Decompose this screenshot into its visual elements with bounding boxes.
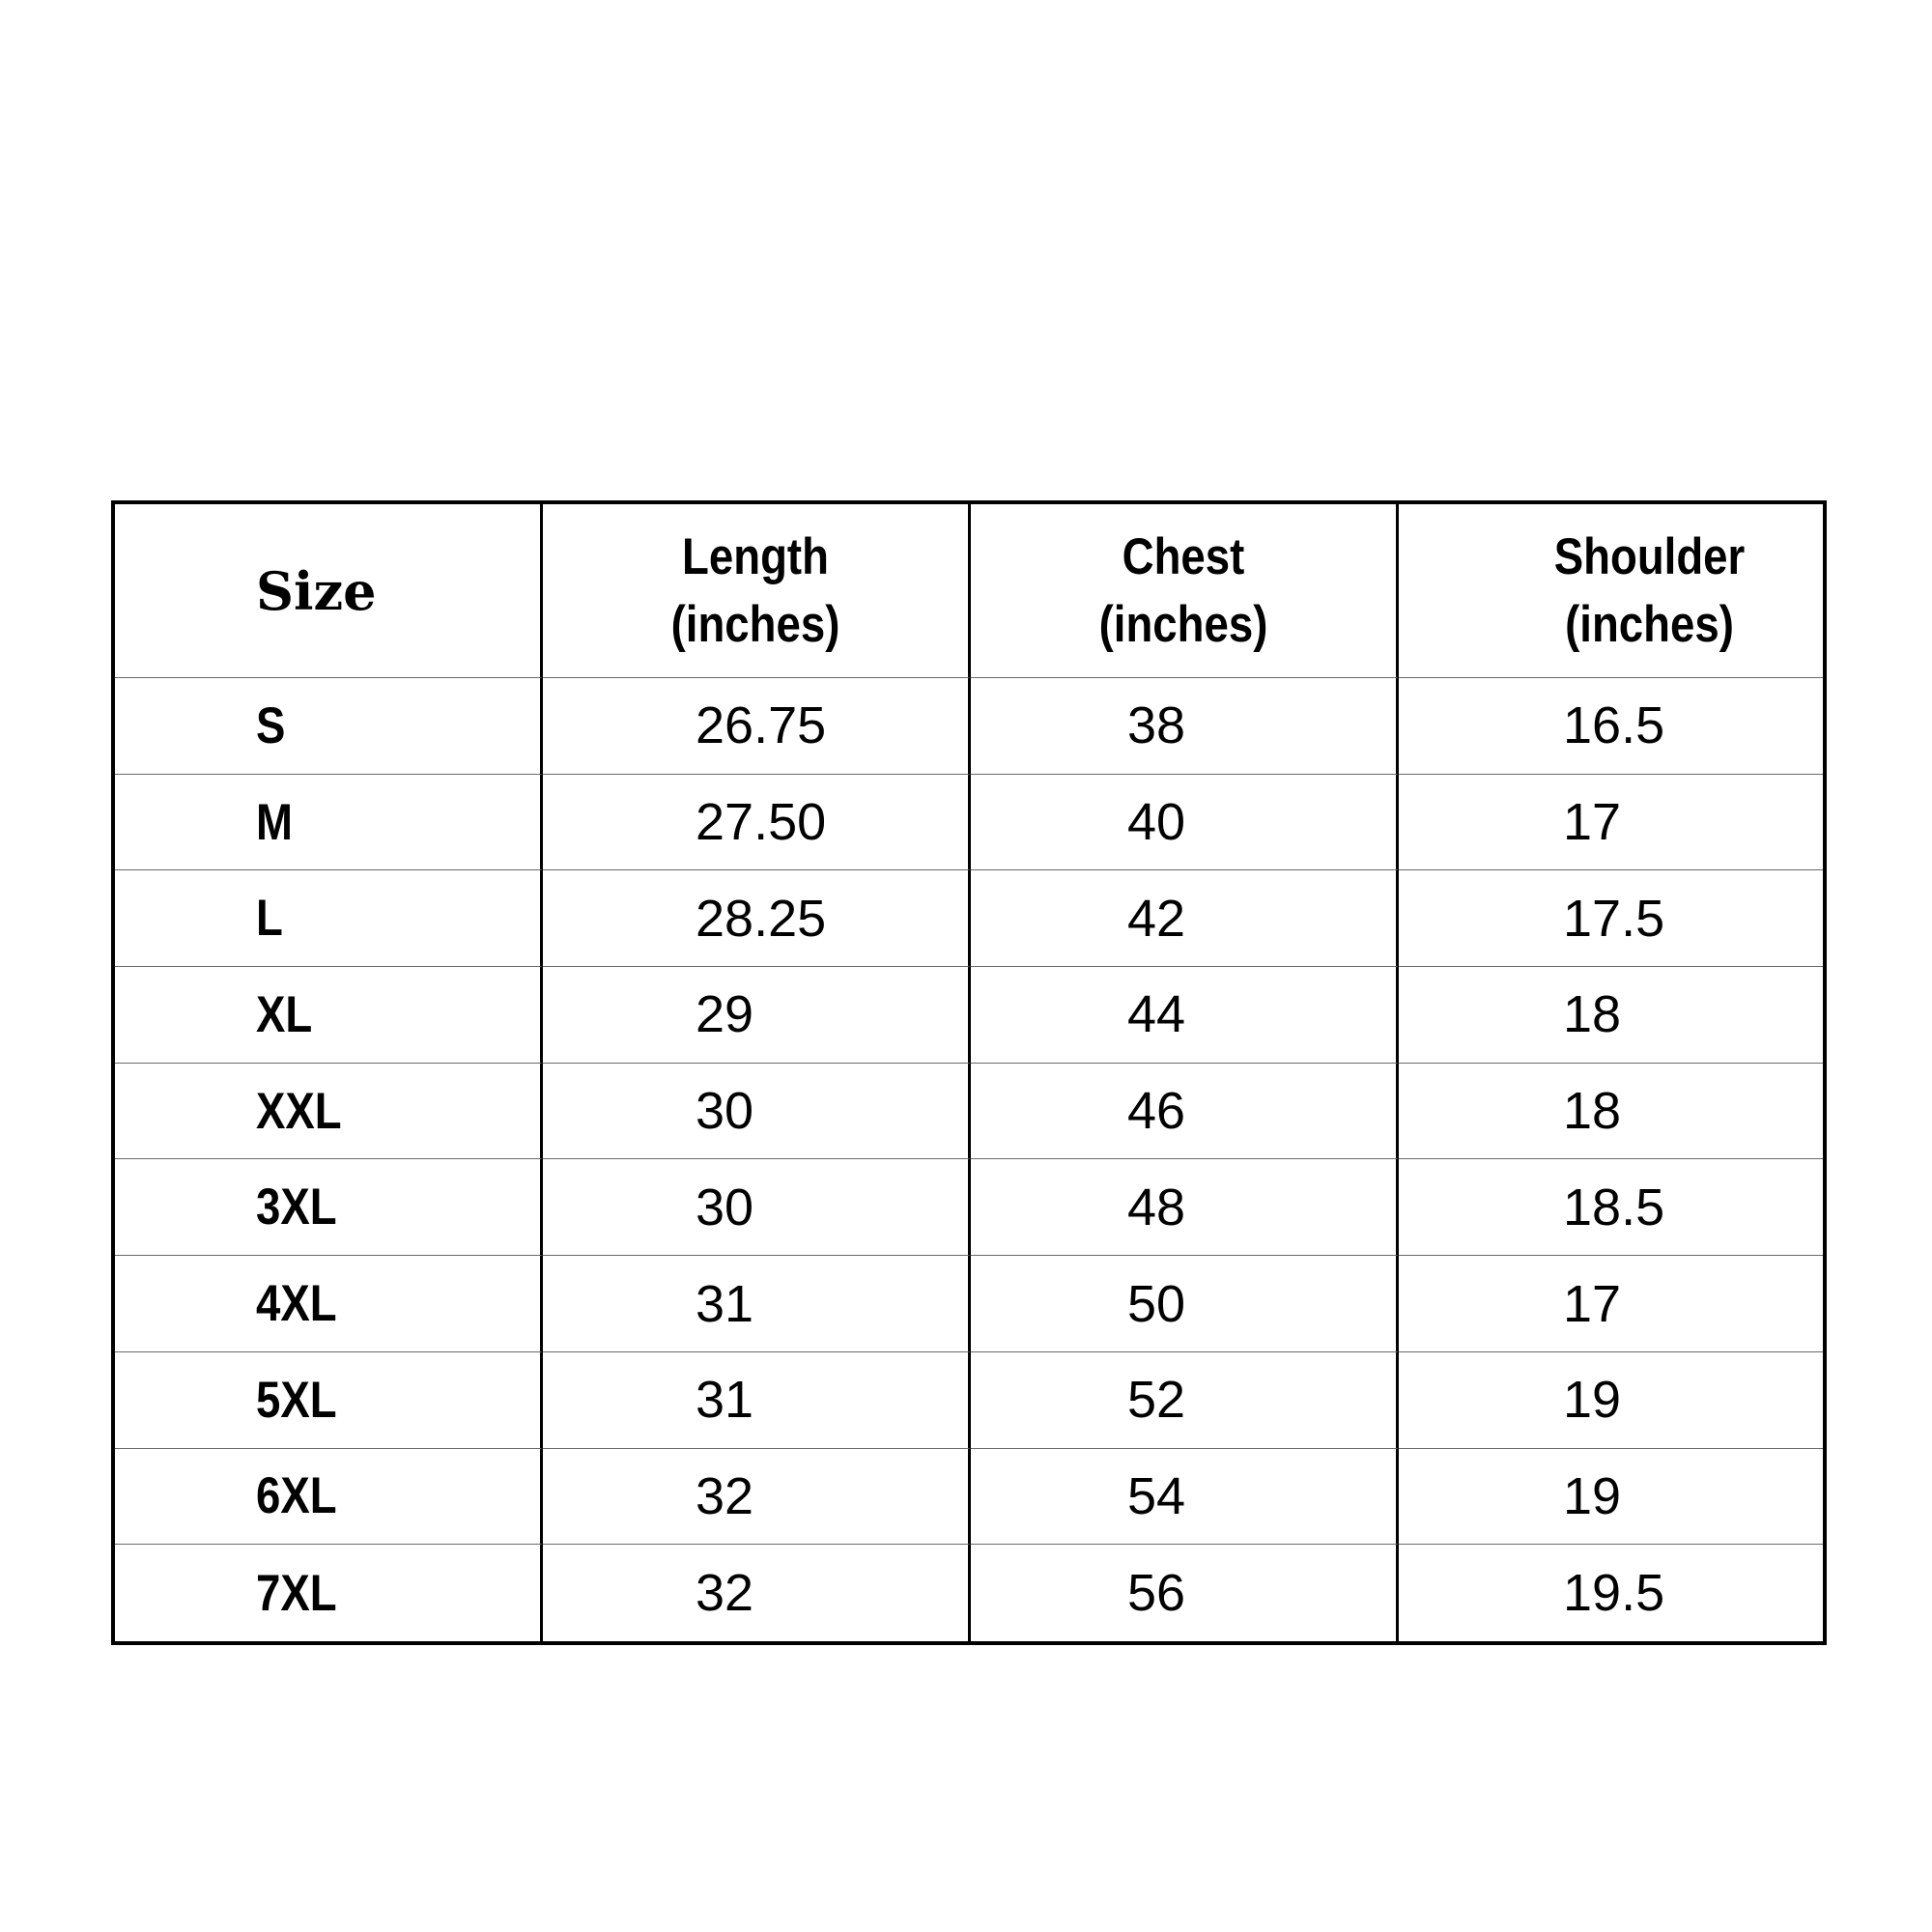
- shoulder-value: 17: [1563, 1274, 1622, 1333]
- header-chest-unit: (inches): [1098, 595, 1268, 653]
- length-value: 31: [696, 1371, 754, 1430]
- chest-value: 38: [1127, 696, 1186, 755]
- size-chart-table: [111, 500, 1827, 1645]
- length-value: 31: [696, 1274, 754, 1333]
- table-row-chest-cell: [971, 1159, 1399, 1256]
- chest-value: 40: [1127, 793, 1186, 852]
- header-shoulder-unit: (inches): [1565, 595, 1734, 653]
- table-row-size-cell: [115, 1159, 543, 1256]
- length-value: 30: [696, 1082, 754, 1141]
- header-chest-title: Chest: [1122, 527, 1245, 585]
- shoulder-value: 18.5: [1563, 1178, 1665, 1236]
- length-value: 28.25: [696, 889, 827, 948]
- table-row-chest-cell: [971, 870, 1399, 967]
- shoulder-value: 17: [1563, 793, 1622, 852]
- table-row-chest-cell: [971, 1449, 1399, 1546]
- table-row-size-cell: [115, 1064, 543, 1160]
- header-length-title: Length: [682, 527, 829, 585]
- table-row-size-cell: [115, 1545, 543, 1641]
- table-row-size-cell: [115, 775, 543, 871]
- table-row-shoulder-cell: [1399, 1545, 1823, 1641]
- table-row-shoulder-cell: [1399, 1256, 1823, 1352]
- table-row-shoulder-cell: [1399, 1449, 1823, 1546]
- header-cell-length: [543, 504, 971, 678]
- table-row-chest-cell: [971, 1256, 1399, 1352]
- size-label: XXL: [256, 1082, 342, 1140]
- table-row-chest-cell: [971, 1545, 1399, 1641]
- length-value: 29: [696, 985, 754, 1044]
- header-shoulder-title: Shoulder: [1553, 527, 1746, 585]
- chest-value: 42: [1127, 889, 1186, 948]
- table-row-shoulder-cell: [1399, 678, 1823, 775]
- chest-value: 44: [1127, 985, 1186, 1044]
- header-chest: [1001, 504, 1366, 677]
- length-value: 32: [696, 1466, 754, 1525]
- chest-value: 50: [1127, 1274, 1186, 1333]
- table-row-shoulder-cell: [1399, 1352, 1823, 1449]
- table-row-shoulder-cell: [1399, 1159, 1823, 1256]
- table-row-shoulder-cell: [1399, 775, 1823, 871]
- header-size: Size: [256, 559, 377, 622]
- size-label: 3XL: [256, 1179, 337, 1236]
- table-row-shoulder-cell: [1399, 870, 1823, 967]
- shoulder-value: 18: [1563, 985, 1622, 1044]
- shoulder-value: 17.5: [1563, 889, 1665, 948]
- table-row-size-cell: [115, 967, 543, 1064]
- table-row-shoulder-cell: [1399, 1064, 1823, 1160]
- chest-value: 56: [1127, 1564, 1186, 1623]
- table-row-size-cell: [115, 1449, 543, 1546]
- table-row-chest-cell: [971, 1064, 1399, 1160]
- table-row-length-cell: [543, 1449, 971, 1546]
- size-label: 7XL: [256, 1564, 337, 1622]
- size-label: M: [256, 793, 293, 851]
- size-label: 4XL: [256, 1275, 337, 1333]
- table-row-size-cell: [115, 1352, 543, 1449]
- shoulder-value: 18: [1563, 1082, 1622, 1141]
- table-row-chest-cell: [971, 1352, 1399, 1449]
- table-row-length-cell: [543, 1545, 971, 1641]
- table-row-size-cell: [115, 1256, 543, 1352]
- header-cell-chest: [971, 504, 1399, 678]
- table-row-length-cell: [543, 678, 971, 775]
- shoulder-value: 16.5: [1563, 696, 1665, 755]
- chest-value: 46: [1127, 1082, 1186, 1141]
- length-value: 32: [696, 1564, 754, 1623]
- size-label: L: [256, 890, 283, 948]
- table-row-shoulder-cell: [1399, 967, 1823, 1064]
- size-label: S: [256, 696, 286, 754]
- header-cell-size: [115, 504, 543, 678]
- size-label: 5XL: [256, 1371, 337, 1429]
- length-value: 30: [696, 1178, 754, 1236]
- header-length-unit: (inches): [670, 595, 840, 653]
- chest-value: 48: [1127, 1178, 1186, 1236]
- table-row-length-cell: [543, 1159, 971, 1256]
- header-cell-shoulder: [1399, 504, 1823, 678]
- shoulder-value: 19: [1563, 1371, 1622, 1430]
- chest-value: 54: [1127, 1466, 1186, 1525]
- chest-value: 52: [1127, 1371, 1186, 1430]
- shoulder-value: 19: [1563, 1466, 1622, 1525]
- shoulder-value: 19.5: [1563, 1564, 1665, 1623]
- table-row-length-cell: [543, 1064, 971, 1160]
- table-row-chest-cell: [971, 967, 1399, 1064]
- length-value: 26.75: [696, 696, 827, 755]
- table-row-chest-cell: [971, 678, 1399, 775]
- table-row-length-cell: [543, 870, 971, 967]
- table-row-length-cell: [543, 967, 971, 1064]
- header-shoulder: [1500, 504, 1799, 677]
- size-label: 6XL: [256, 1467, 337, 1525]
- header-length: [573, 504, 938, 677]
- table-row-size-cell: [115, 870, 543, 967]
- size-label: XL: [256, 985, 313, 1043]
- table-row-length-cell: [543, 775, 971, 871]
- table-row-length-cell: [543, 1256, 971, 1352]
- table-row-length-cell: [543, 1352, 971, 1449]
- table-row-chest-cell: [971, 775, 1399, 871]
- length-value: 27.50: [696, 793, 827, 852]
- table-row-size-cell: [115, 678, 543, 775]
